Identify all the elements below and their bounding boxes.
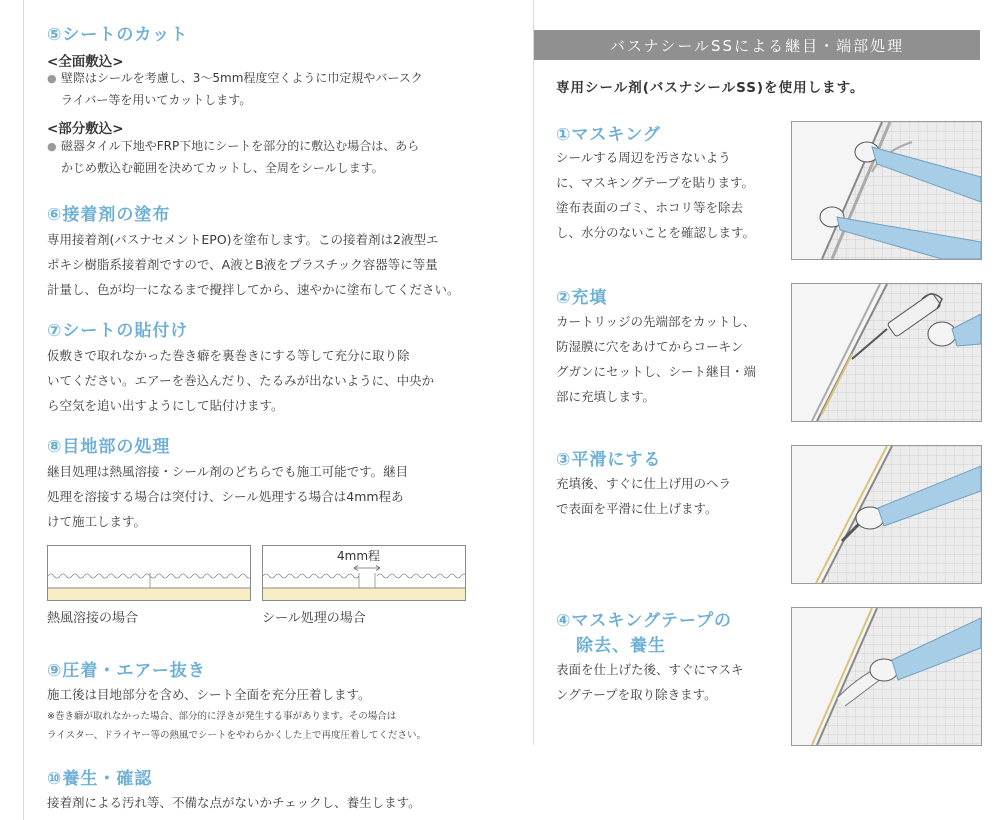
full-laying-label: <全面敷込> <box>47 54 124 70</box>
step-4-title-line-2: 除去、養生 <box>576 636 666 656</box>
filling-step-photo <box>791 283 982 422</box>
partial-laying-text-1: ● 磁器タイル下地やFRP下地にシートを部分的に敷込む場合は、あら <box>47 135 419 158</box>
step-1-line-3: 塗布表面のゴミ、ホコリ等を除去 <box>556 200 744 215</box>
step-3-line-2: で表面を平滑に仕上げます。 <box>556 501 718 516</box>
full-laying-text-2: ライバー等を用いてカットします。 <box>61 93 252 107</box>
step-1-line-4: し、水分のないことを確認します。 <box>556 225 756 240</box>
step-2-line-3: グガンにセットし、シート継目・端 <box>556 364 757 379</box>
section-7-line-3: ら空気を追い出すようにして貼付けます。 <box>47 398 284 413</box>
step-1-line-1: シールする周辺を汚さないよう <box>556 150 731 165</box>
left-margin-rule <box>23 0 24 820</box>
partial-laying-label: <部分敷込> <box>47 121 124 137</box>
step-4-line-2: ングテープを取り除きます。 <box>556 687 717 702</box>
section-8-line-1: 継目処理は熱風溶接・シール剤のどちらでも施工可能です。継目 <box>47 464 409 479</box>
section-8-line-2: 処理を溶接する場合は突付け、シール処理する場合は4mm程あ <box>47 489 404 504</box>
section-7-line-1: 仮敷きで取れなかった巻き癖を裏巻きにする等して充分に取り除 <box>47 348 410 363</box>
smoothing-step-photo <box>791 445 982 584</box>
seal-treatment-caption: シール処理の場合 <box>262 611 366 626</box>
full-laying-text-1: ● 壁際はシールを考慮し、3〜5mm程度空くように巾定規やバースク <box>47 67 423 90</box>
seal-intro-text: 専用シール剤(バスナシールSS)を使用します。 <box>556 80 865 96</box>
section-8-line-3: けて施工します。 <box>47 514 147 529</box>
step-3-line-1: 充填後、すぐに仕上げ用のヘラ <box>556 476 732 491</box>
section-9-line-1: 施工後は目地部分を含め、シート全面を充分圧着します。 <box>47 687 371 702</box>
masking-step-photo <box>791 121 982 260</box>
section-9-note-1: ※巻き癖が取れなかった場合、部分的に浮きが発生する事があります。その場合は <box>47 711 397 722</box>
step-4-line-1: 表面を仕上げた後、すぐにマスキ <box>556 662 744 677</box>
step-2-title: ②充填 <box>556 288 608 308</box>
section-5-title: ⑤シートのカット <box>47 25 189 45</box>
section-10-line-1: 接着剤による汚れ等、不備な点がないかチェックし、養生します。 <box>47 795 421 810</box>
section-6-line-2: ポキシ樹脂系接着剤ですので、A液とB液をプラスチック容器等に等量 <box>47 257 438 272</box>
gap-label: 4mm程 <box>337 549 381 563</box>
step-1-line-2: に、マスキングテープを貼ります。 <box>556 175 755 190</box>
tape-removal-step-photo <box>791 607 982 746</box>
section-10-title: ⑩養生・確認 <box>47 769 153 789</box>
section-9-title: ⑨圧着・エアー抜き <box>47 661 206 681</box>
step-4-title-line-1: ④マスキングテープの <box>556 611 733 631</box>
step-2-line-1: カートリッジの先端部をカットし、 <box>556 314 756 329</box>
section-8-title: ⑧目地部の処理 <box>47 437 171 457</box>
step-2-line-2: 防湿膜に穴をあけてからコーキン <box>556 339 744 354</box>
seal-treatment-diagram <box>262 545 466 601</box>
section-6-title: ⑥接着剤の塗布 <box>47 205 171 225</box>
section-6-line-1: 専用接着剤(バスナセメントEPO)を塗布します。この接着剤は2液型エ <box>47 232 439 247</box>
seal-process-banner: バスナシールSSによる継目・端部処理 <box>534 30 980 60</box>
step-2-line-4: 部に充填します。 <box>556 389 656 404</box>
section-6-line-3: 計量し、色が均一になるまで攪拌してから、速やかに塗布してください。 <box>47 282 460 297</box>
step-1-title: ①マスキング <box>556 125 661 145</box>
step-3-title: ③平滑にする <box>556 450 662 470</box>
hot-air-weld-diagram <box>47 545 251 601</box>
column-divider <box>533 0 534 745</box>
section-7-title: ⑦シートの貼付け <box>47 321 189 341</box>
hot-air-weld-caption: 熱風溶接の場合 <box>47 611 139 626</box>
partial-laying-text-2: かじめ敷込む範囲を決めてカットし、全周をシールします。 <box>61 161 384 175</box>
section-9-note-2: ライスター、ドライヤー等の熱風でシートをやわらかくした上で再度圧着してください。 <box>47 730 426 741</box>
section-7-line-2: いてください。エアーを巻込んだり、たるみが出ないように、中央か <box>47 373 435 388</box>
